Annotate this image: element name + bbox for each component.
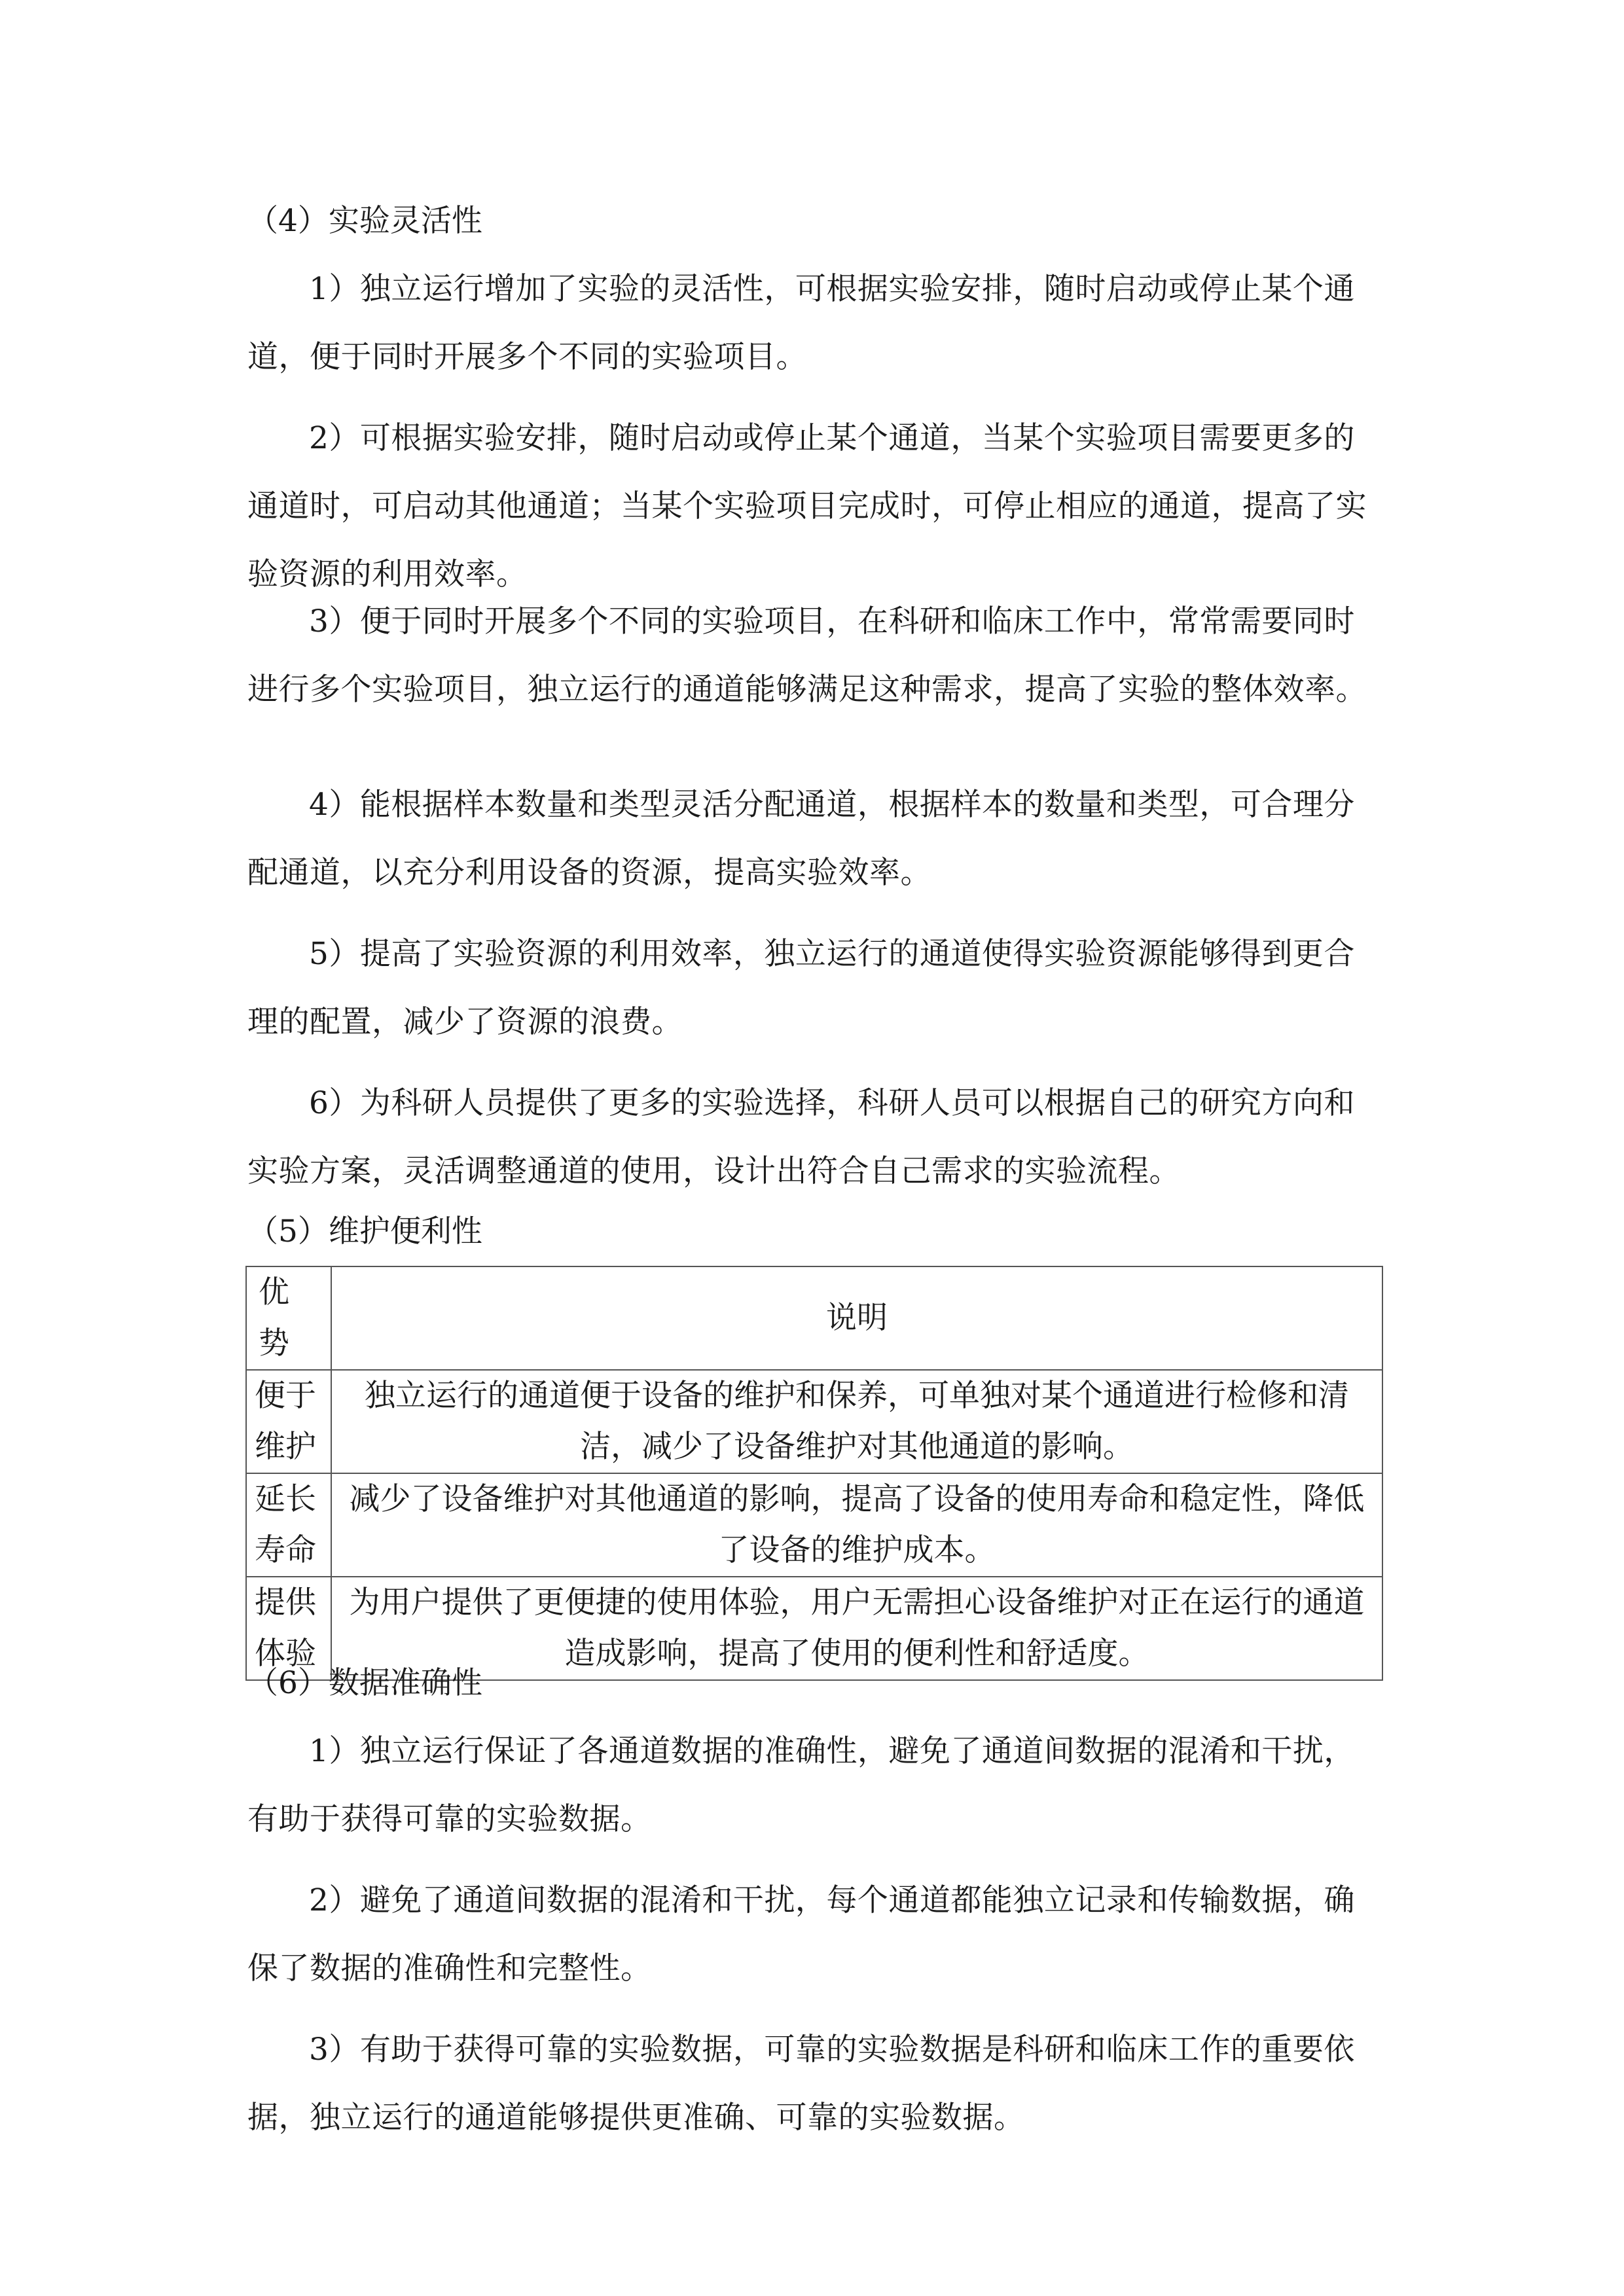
section-6-paragraph-2: 2）避免了通道间数据的混淆和干扰，每个通道都能独立记录和传输数据，确保了数据的准确性和完整性。 [247, 1882, 1355, 1986]
table-cell-advantage: 便于维护 [246, 1370, 331, 1473]
section-5-heading: （5）维护便利性 [247, 1213, 482, 1249]
table-cell-description: 减少了设备维护对其他通道的影响，提高了设备的使用寿命和稳定性，降低了设备的维护成本。 [331, 1473, 1382, 1577]
section-4-paragraph-5: 5）提高了实验资源的利用效率，独立运行的通道使得实验资源能够得到更合理的配置，减少了资源的浪费。 [247, 936, 1355, 1040]
maintenance-table [245, 1266, 1383, 1681]
section-4-paragraph-4: 4）能根据样本数量和类型灵活分配通道，根据样本的数量和类型，可合理分配通道，以充分利用设备的资源，提高实验效率。 [247, 787, 1355, 891]
table-cell-advantage: 延长寿命 [246, 1473, 331, 1577]
section-6-heading: （6）数据准确性 [247, 1665, 482, 1701]
table-header-description: 说明 [331, 1266, 1382, 1370]
table-row [246, 1370, 1382, 1473]
section-4-paragraph-3: 3）便于同时开展多个不同的实验项目，在科研和临床工作中，常常需要同时进行多个实验项目，独立运行的通道能够满足这种需求，提高了实验的整体效率。 [247, 603, 1367, 708]
table-cell-advantage: 提供体验 [246, 1577, 331, 1680]
section-4-heading: （4）实验灵活性 [247, 203, 482, 239]
section-6-paragraph-1: 1）独立运行保证了各通道数据的准确性，避免了通道间数据的混淆和干扰，有助于获得可靠的实验数据。 [247, 1733, 1355, 1837]
table-header-row [246, 1266, 1382, 1370]
table-cell-description: 为用户提供了更便捷的使用体验，用户无需担心设备维护对正在运行的通道造成影响，提高了使用的便利性和舒适度。 [331, 1577, 1382, 1680]
section-4-paragraph-1: 1）独立运行增加了实验的灵活性，可根据实验安排，随时启动或停止某个通道，便于同时开展多个不同的实验项目。 [247, 271, 1355, 375]
table-row [246, 1473, 1382, 1577]
table-cell-description: 独立运行的通道便于设备的维护和保养，可单独对某个通道进行检修和清洁，减少了设备维护对其他通道的影响。 [331, 1370, 1382, 1473]
table-header-advantage: 优势 [246, 1266, 331, 1370]
section-4-paragraph-6: 6）为科研人员提供了更多的实验选择，科研人员可以根据自己的研究方向和实验方案，灵活调整通道的使用，设计出符合自己需求的实验流程。 [247, 1085, 1355, 1189]
section-6-paragraph-3: 3）有助于获得可靠的实验数据，可靠的实验数据是科研和临床工作的重要依据，独立运行的通道能够提供更准确、可靠的实验数据。 [247, 2032, 1355, 2136]
section-4-paragraph-2: 2）可根据实验安排，随时启动或停止某个通道，当某个实验项目需要更多的通道时，可启动其他通道；当某个实验项目完成时，可停止相应的通道，提高了实验资源的利用效率。 [247, 420, 1367, 592]
